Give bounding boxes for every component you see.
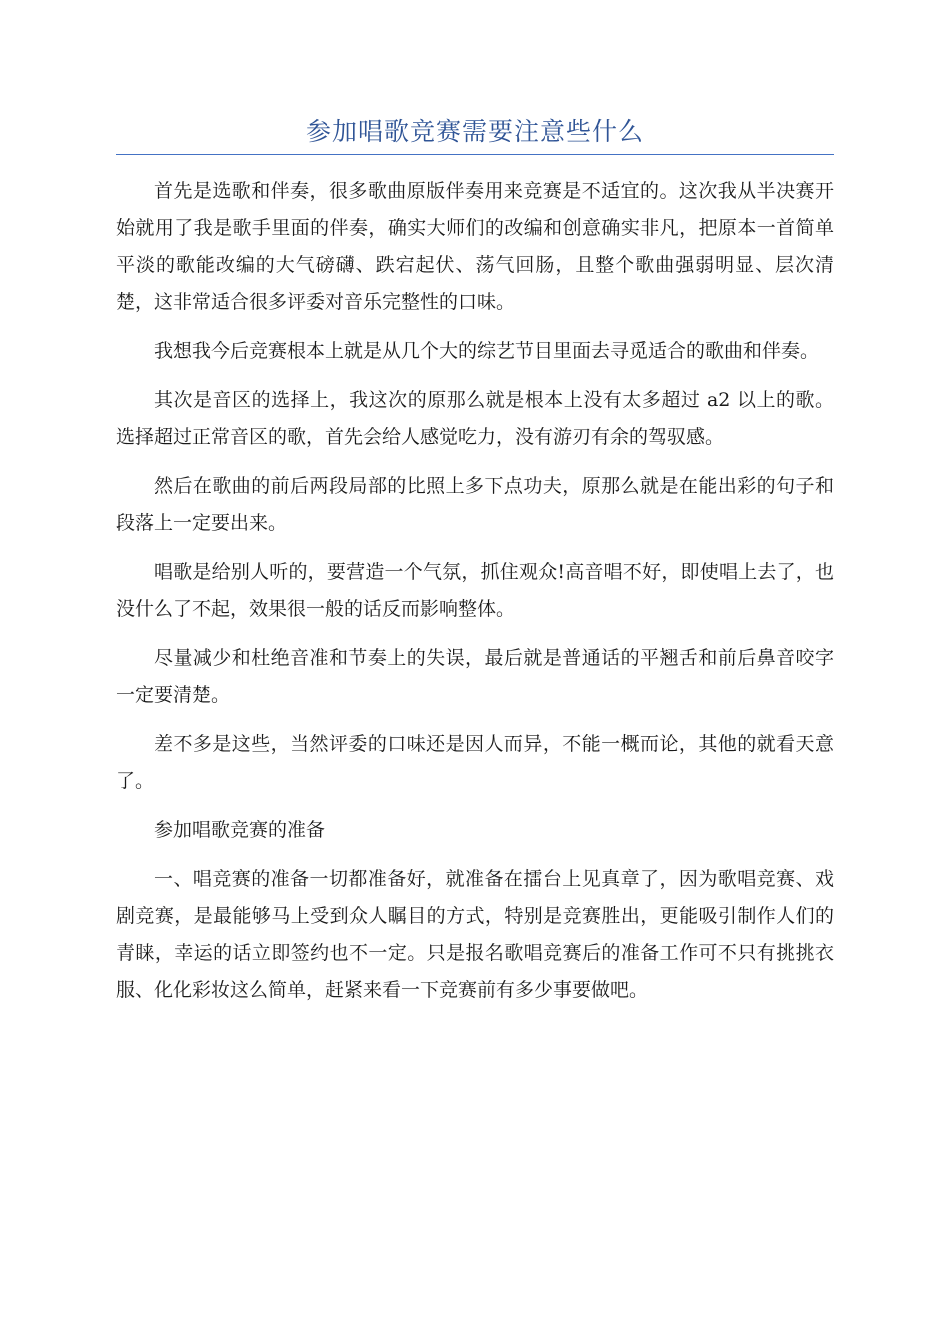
paragraph-3: 其次是音区的选择上，我这次的原那么就是根本上没有太多超过 a2 以上的歌。选择超过正常音区的歌，首先会给人感觉吃力，没有游刃有余的驾驭感。	[116, 389, 834, 448]
title-underline	[116, 154, 834, 155]
paragraph-5: 唱歌是给别人听的，要营造一个气氛，抓住观众!高音唱不好，即使唱上去了，也没什么了不起，效果很一般的话反而影响整体。	[116, 561, 834, 620]
paragraph-7: 差不多是这些，当然评委的口味还是因人而异，不能一概而论，其他的就看天意了。	[116, 733, 834, 792]
paragraph-2: 我想我今后竞赛根本上就是从几个大的综艺节目里面去寻觅适合的歌曲和伴奏。	[154, 340, 820, 362]
paragraph-1: 首先是选歌和伴奏，很多歌曲原版伴奏用来竞赛是不适宜的。这次我从半决赛开始就用了我是歌手里面的伴奏，确实大师们的改编和创意确实非凡，把原本一首简单平淡的歌能改编的大气磅礴、跌宕起伏、荡气回肠，且整个歌曲强弱明显、层次清楚，这非常适合很多评委对音乐完整性的口味。	[116, 180, 834, 313]
section-heading: 参加唱歌竞赛的准备	[154, 819, 326, 841]
document-title: 参加唱歌竞赛需要注意些什么	[305, 117, 644, 146]
document-body	[116, 173, 834, 1009]
paragraph-6: 尽量减少和杜绝音准和节奏上的失误，最后就是普通话的平翘舌和前后鼻音咬字一定要清楚。	[116, 647, 834, 706]
paragraph-4: 然后在歌曲的前后两段局部的比照上多下点功夫，原那么就是在能出彩的句子和段落上一定要出来。	[116, 475, 834, 534]
paragraph-9: 一、唱竞赛的准备一切都准备好，就准备在擂台上见真章了，因为歌唱竞赛、戏剧竞赛，是最能够马上受到众人瞩目的方式，特别是竞赛胜出，更能吸引制作人们的青睐，幸运的话立即签约也不一定。只是报名歌唱竞赛后的准备工作可不只有挑挑衣服、化化彩妆这么简单，赶紧来看一下竞赛前有多少事要做吧。	[116, 868, 834, 1001]
document-page	[116, 112, 834, 1021]
